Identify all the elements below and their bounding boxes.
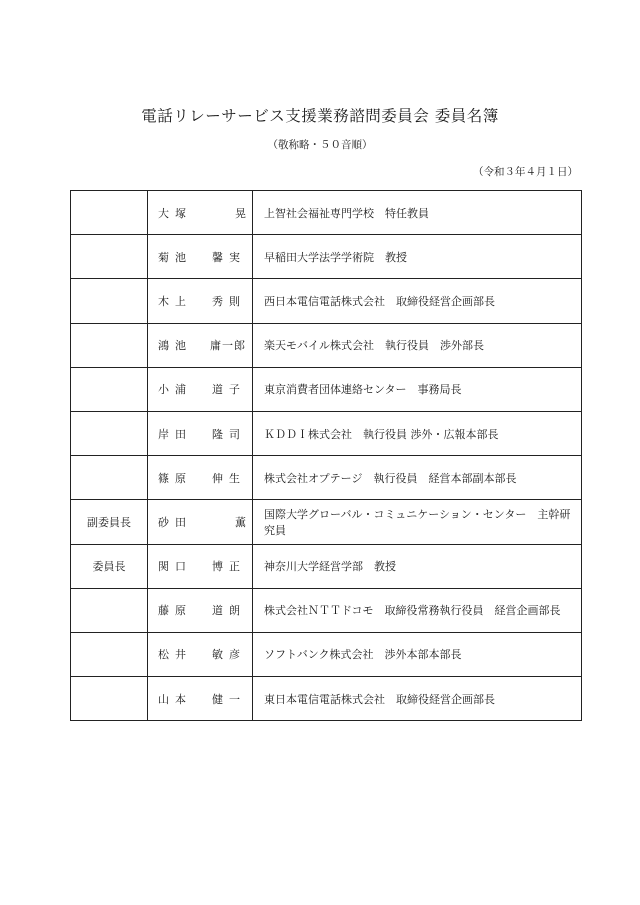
member-name-cell [148,456,253,500]
member-name [158,558,246,574]
member-role: 副委員長 [71,500,148,544]
member-role [71,677,148,721]
member-role [71,235,148,279]
member-affiliation: 神奈川大学経営学部 教授 [253,544,582,588]
member-affiliation: ソフトバンク株式会社 渉外本部本部長 [253,632,582,676]
member-name-cell [148,235,253,279]
member-role [71,588,148,632]
member-role [71,279,148,323]
member-row [71,500,582,544]
member-role: 委員長 [71,544,148,588]
member-name [158,249,246,265]
member-name [158,205,246,221]
member-name [158,470,246,486]
member-given-name: 庸一郎 [210,339,246,353]
member-name [158,337,246,353]
member-family-name: 山本 [158,692,192,706]
member-row [71,367,582,411]
member-family-name: 関口 [158,560,192,574]
member-given-name: 馨実 [212,250,246,264]
member-row [71,279,582,323]
member-given-name: 道子 [212,383,246,397]
member-name-cell [148,588,253,632]
member-name-cell [148,323,253,367]
member-family-name: 砂田 [158,515,192,529]
member-name [158,514,246,530]
member-role [71,323,148,367]
member-row [71,588,582,632]
member-name-cell [148,677,253,721]
member-name-cell [148,632,253,676]
member-name [158,426,246,442]
member-name [158,646,246,662]
member-given-name: 薫 [235,515,246,529]
member-name-cell [148,367,253,411]
member-affiliation: 東京消費者団体連絡センター 事務局長 [253,367,582,411]
member-row [71,191,582,235]
member-family-name: 菊池 [158,250,192,264]
member-family-name: 篠原 [158,471,192,485]
member-row [71,411,582,455]
document-subtitle: （敬称略・５０音順） [267,139,373,151]
member-family-name: 大塚 [158,206,192,220]
member-name-cell [148,279,253,323]
member-family-name: 木上 [158,294,192,308]
member-family-name: 鴻池 [158,339,192,353]
member-row [71,677,582,721]
member-name [158,381,246,397]
member-given-name: 隆司 [212,427,246,441]
member-role [71,456,148,500]
member-given-name: 秀則 [212,294,246,308]
member-affiliation: 西日本電信電話株式会社 取締役経営企画部長 [253,279,582,323]
member-affiliation: ＫＤＤＩ株式会社 執行役員 渉外・広報本部長 [253,411,582,455]
member-affiliation: 上智社会福祉専門学校 特任教員 [253,191,582,235]
member-row [71,323,582,367]
member-name-cell [148,191,253,235]
member-given-name: 敏彦 [212,648,246,662]
member-affiliation: 東日本電信電話株式会社 取締役経営企画部長 [253,677,582,721]
member-row [71,235,582,279]
member-family-name: 藤原 [158,604,192,618]
member-role [71,191,148,235]
member-table-body [71,191,582,721]
member-given-name: 伸生 [212,471,246,485]
document-title: 電話リレーサービス支援業務諮問委員会 委員名簿 [141,107,499,125]
member-family-name: 松井 [158,648,192,662]
member-affiliation: 国際大学グローバル・コミュニケーション・センター 主幹研究員 [253,500,582,544]
member-given-name: 博正 [212,560,246,574]
member-family-name: 小浦 [158,383,192,397]
member-affiliation: 早稲田大学法学学術院 教授 [253,235,582,279]
member-table [70,190,582,721]
member-role [71,367,148,411]
member-row [71,632,582,676]
member-name [158,602,246,618]
member-affiliation: 楽天モバイル株式会社 執行役員 渉外部長 [253,323,582,367]
member-role [71,411,148,455]
member-affiliation: 株式会社ＮＴＴドコモ 取締役常務執行役員 経営企画部長 [253,588,582,632]
member-role [71,632,148,676]
member-name [158,691,246,707]
member-given-name: 晃 [235,206,246,220]
member-given-name: 道朗 [212,604,246,618]
member-row [71,456,582,500]
document-date: （令和３年４月１日） [473,166,578,178]
member-name [158,293,246,309]
member-row [71,544,582,588]
member-name-cell [148,500,253,544]
member-affiliation: 株式会社オプテージ 執行役員 経営本部副本部長 [253,456,582,500]
member-given-name: 健一 [212,692,246,706]
member-name-cell [148,411,253,455]
member-family-name: 岸田 [158,427,192,441]
member-name-cell [148,544,253,588]
